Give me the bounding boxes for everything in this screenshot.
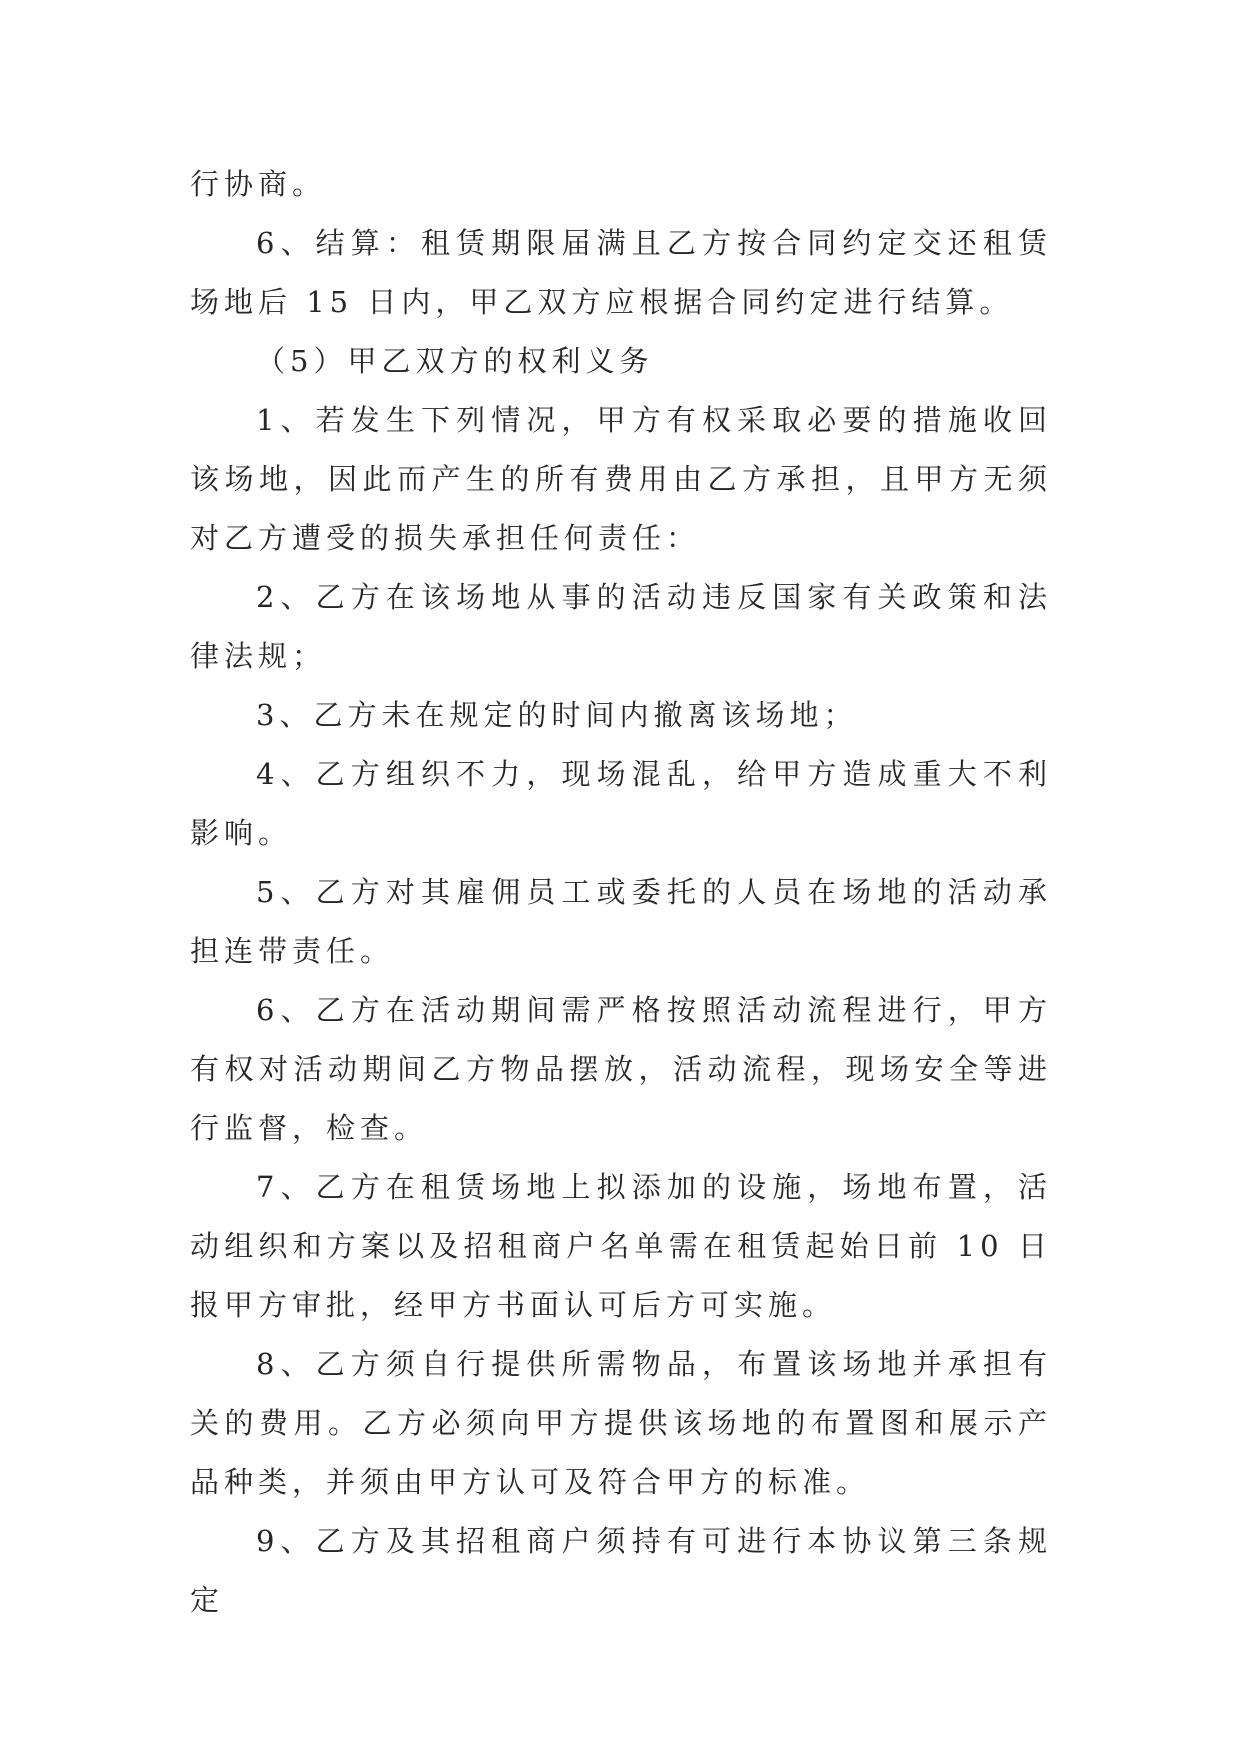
paragraph-item-7: 7、乙方在租赁场地上拟添加的设施，场地布置，活动组织和方案以及招租商户名单需在租赁起始日前 10 日报甲方审批，经甲方书面认可后方可实施。 xyxy=(190,1170,1052,1322)
paragraph-settlement: 6、结算：租赁期限届满且乙方按合同约定交还租赁场地后 15 日内，甲乙双方应根据合同约定进行结算。 xyxy=(190,226,1052,319)
paragraph-item-4: 4、乙方组织不力，现场混乱，给甲方造成重大不利影响。 xyxy=(190,757,1052,850)
paragraph-item-1: 1、若发生下列情况，甲方有权采取必要的措施收回该场地，因此而产生的所有费用由乙方承担，且甲方无须对乙方遭受的损失承担任何责任： xyxy=(190,403,1052,555)
document-body xyxy=(190,155,1052,1630)
paragraph-item-9: 9、乙方及其招租商户须持有可进行本协议第三条规定 xyxy=(190,1524,1052,1617)
paragraph-item-3: 3、乙方未在规定的时间内撤离该场地； xyxy=(256,698,858,732)
paragraph-item-2: 2、乙方在该场地从事的活动违反国家有关政策和法律法规； xyxy=(190,580,1052,673)
paragraph-item-5: 5、乙方对其雇佣员工或委托的人员在场地的活动承担连带责任。 xyxy=(190,875,1052,968)
paragraph-item-6: 6、乙方在活动期间需严格按照活动流程进行，甲方有权对活动期间乙方物品摆放，活动流程，现场安全等进行监督，检查。 xyxy=(190,993,1052,1145)
section-heading-rights-obligations: （5）甲乙双方的权利义务 xyxy=(256,344,654,378)
paragraph-item-8: 8、乙方须自行提供所需物品，布置该场地并承担有关的费用。乙方必须向甲方提供该场地的布置图和展示产品种类，并须由甲方认可及符合甲方的标准。 xyxy=(190,1347,1052,1499)
paragraph-continuation: 行协商。 xyxy=(190,167,327,201)
